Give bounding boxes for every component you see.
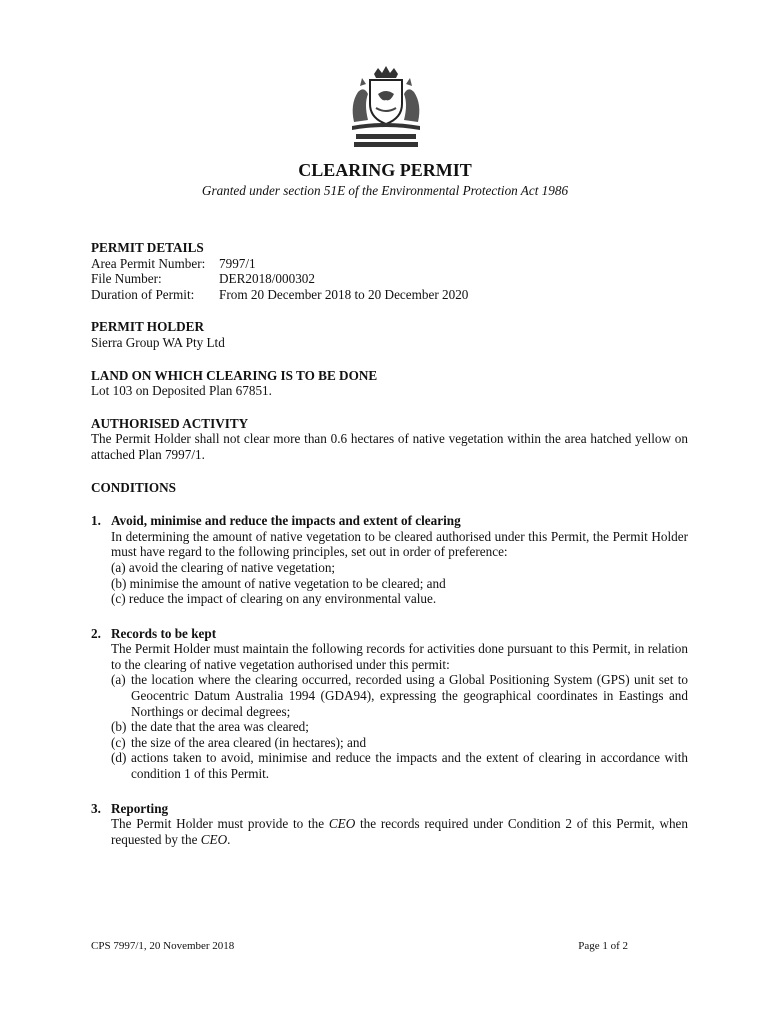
item-text: actions taken to avoid, minimise and reduce the impacts and the extent of clearing in accordance with condition 1 of this Permit. — [131, 750, 688, 782]
ceo-term: CEO — [328, 816, 356, 832]
detail-value: From 20 December 2018 to 20 December 2020 — [219, 286, 469, 302]
ceo-term: CEO — [200, 831, 228, 847]
permit-holder-heading: PERMIT HOLDER — [91, 319, 204, 335]
permit-details-section — [91, 240, 688, 302]
conditions-heading: CONDITIONS — [91, 479, 177, 495]
item-text: the date that the area was cleared; — [131, 719, 309, 735]
item-marker: (c) — [111, 734, 126, 750]
condition-heading — [91, 626, 688, 642]
land-section — [91, 368, 688, 399]
detail-label: Area Permit Number: — [91, 255, 206, 271]
condition-3 — [91, 801, 688, 848]
condition-body — [111, 529, 688, 607]
page-number: Page 1 of 2 — [578, 940, 628, 952]
footer-reference: CPS 7997/1, 20 November 2018 — [91, 940, 235, 952]
document-subtitle: Granted under section 51E of the Environmental Protection Act 1986 — [201, 183, 569, 198]
condition-item — [111, 750, 688, 781]
condition-1 — [91, 513, 688, 607]
wa-government-crest-icon — [340, 64, 432, 150]
permit-details-heading: PERMIT DETAILS — [91, 240, 204, 255]
detail-label: File Number: — [91, 271, 162, 287]
item-text: the size of the area cleared (in hectares); and — [131, 734, 367, 750]
condition-title: Records to be kept — [111, 625, 217, 641]
condition-item — [111, 672, 688, 719]
condition-intro: In determining the amount of native vegetation to be cleared authorised under this Permit, the Permit Holder must have regard to the following principles, set out in order of preference: — [111, 528, 688, 560]
condition-title: Reporting — [111, 800, 169, 816]
condition-text: the records required under Condition 2 of this Permit, when requested by the — [111, 816, 689, 847]
detail-value: 7997/1 — [219, 255, 256, 271]
detail-row — [91, 271, 688, 287]
land-value: Lot 103 on Deposited Plan 67851. — [91, 383, 272, 399]
condition-intro: The Permit Holder must maintain the following records for activities done pursuant to this Permit, in relation to the clearing of native vegetation authorised under this permit: — [111, 641, 688, 672]
condition-heading — [91, 513, 688, 529]
detail-label: Duration of Permit: — [91, 286, 195, 302]
condition-heading — [91, 801, 688, 817]
permit-holder-section — [91, 319, 688, 350]
condition-item: (b) minimise the amount of native vegetation to be cleared; and — [111, 575, 446, 591]
detail-row — [91, 256, 688, 272]
item-marker: (a) — [111, 672, 126, 688]
detail-row — [91, 287, 688, 303]
condition-item: (c) reduce the impact of clearing on any environmental value. — [111, 591, 437, 607]
item-text: the location where the clearing occurred, recorded using a Global Positioning System (GPS) unit set to Geocentric Datum Australia 1994 (GDA94), expressing the geographical coordinates in Eastings and Northings or decimal degrees; — [131, 672, 688, 719]
condition-item: (a) avoid the clearing of native vegetation; — [111, 559, 336, 575]
condition-body — [111, 816, 688, 847]
condition-text: . — [227, 831, 231, 847]
condition-item — [111, 735, 688, 751]
permit-holder-value: Sierra Group WA Pty Ltd — [91, 334, 225, 350]
condition-title: Avoid, minimise and reduce the impacts and extent of clearing — [111, 513, 461, 529]
authorised-activity-heading: AUTHORISED ACTIVITY — [91, 415, 249, 431]
condition-text: The Permit Holder must provide to the — [111, 816, 329, 832]
document-body — [91, 240, 688, 866]
document-title: CLEARING PERMIT — [298, 160, 472, 180]
condition-item — [111, 719, 688, 735]
item-marker: (d) — [111, 750, 127, 766]
authorised-activity-text: The Permit Holder shall not clear more than 0.6 hectares of native vegetation within the area hatched yellow on attached Plan 7997/1. — [91, 431, 688, 462]
condition-number: 2. — [91, 625, 101, 641]
detail-value: DER2018/000302 — [219, 271, 315, 287]
item-marker: (b) — [111, 719, 127, 735]
condition-number: 3. — [91, 800, 101, 816]
condition-number: 1. — [91, 513, 101, 529]
authorised-activity-section — [91, 416, 688, 463]
condition-body — [111, 641, 688, 781]
condition-2 — [91, 626, 688, 782]
land-heading: LAND ON WHICH CLEARING IS TO BE DONE — [91, 367, 378, 383]
